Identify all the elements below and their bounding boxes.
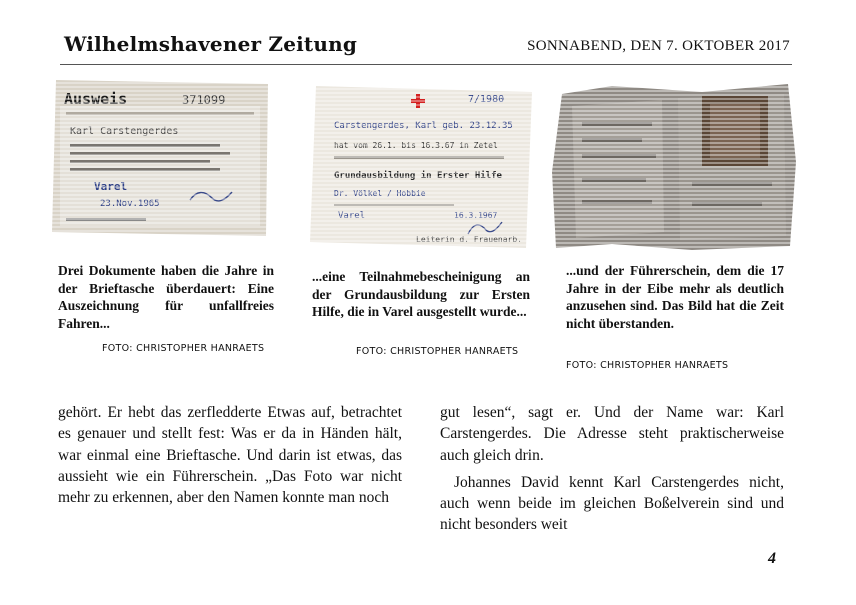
page-number: 4: [768, 550, 776, 567]
issue-date: SONNABEND, DEN 7. OKTOBER 2017: [527, 38, 790, 54]
caption-photo-2: ...eine Teilnahmebescheinigung an der Grundausbildung zur Ersten Hilfe, die in Varel ausgestellt wurde...: [312, 269, 530, 319]
article-paragraph: Johannes David kennt Karl Carstengerdes nicht, auch wenn beide im gleichen Boßelverein sind und nicht besonders weit: [440, 473, 784, 534]
photo-ausweis: [50, 78, 272, 238]
article-paragraph: gut lesen“, sagt er. Und der Name war: Karl Carstengerdes. Die Adresse steht praktischerweise auch gleich drin.: [440, 404, 784, 464]
newspaper-title: Wilhelmshavener Zeitung: [64, 32, 358, 56]
photo-credit-1: FOTO: CHRISTOPHER HANRAETS: [102, 343, 265, 354]
caption-photo-1: Drei Dokumente haben die Jahre in der Brieftasche überdauert: Eine Auszeichnung für unfallfreies Fahren...: [58, 263, 274, 331]
article-paragraph: gehört. Er hebt das zerfledderte Etwas auf, betrachtet es genauer und stellt fest: Was er da in Händen hält, war einmal eine Brieftasche. Und darin ist etwas, das aussieht wie ein Führerschein. „Das Foto war nicht mehr zu erkennen, aber den Namen konnte man noch: [58, 404, 402, 507]
photo-erste-hilfe: [308, 84, 534, 250]
article-column-2: [440, 402, 784, 536]
photo-fuehrerschein: [552, 82, 798, 252]
masthead: [60, 30, 790, 64]
masthead-divider: [60, 64, 792, 65]
caption-photo-3: ...und der Führerschein, dem die 17 Jahre in der Eibe mehr als deutlich anzusehen sind. Das Bild hat die Zeit nicht überstanden.: [566, 263, 784, 331]
photo-credit-2: FOTO: CHRISTOPHER HANRAETS: [356, 346, 519, 357]
photo-credit-3: FOTO: CHRISTOPHER HANRAETS: [566, 360, 729, 371]
article-column-1: [58, 402, 402, 508]
